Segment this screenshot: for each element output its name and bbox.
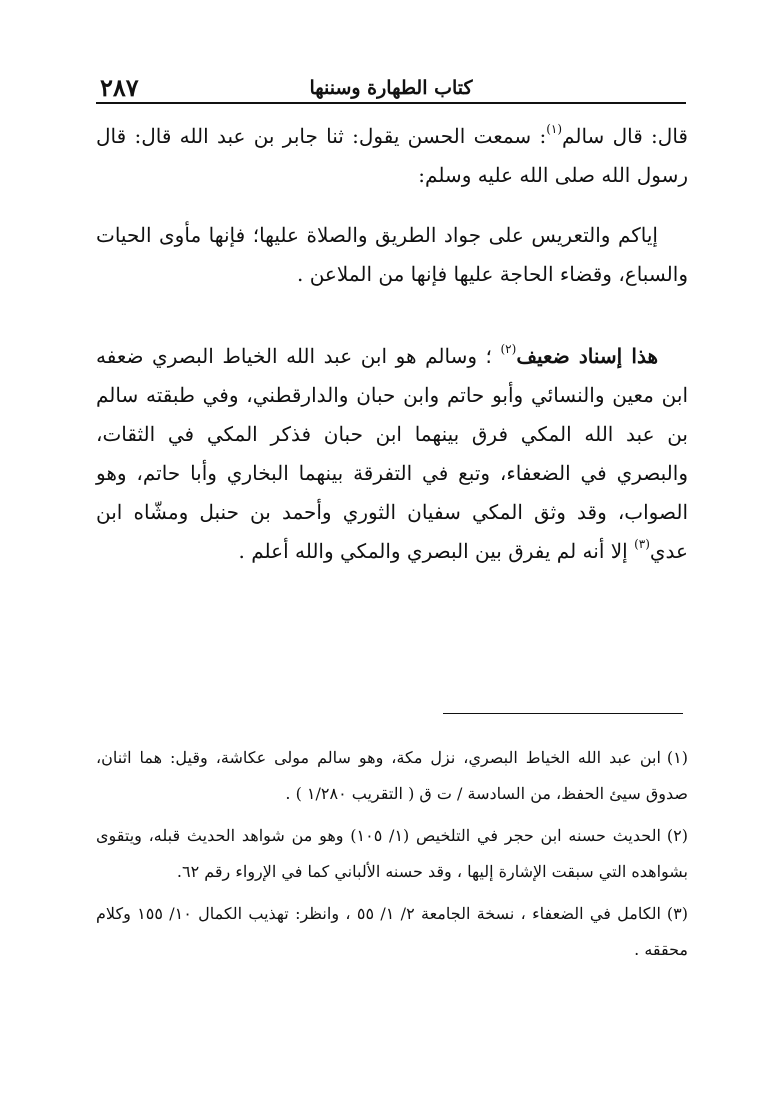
isnad-text-start: قال: قال سالم	[562, 124, 688, 148]
footnote-number: (٣)	[666, 904, 688, 923]
footnote-text: ابن عبد الله الخياط البصري، نزل مكة، وهو سالم مولى عكاشة، وقيل: هما اثنان، صدوق سيئ الحفظ، من السادسة / ت ق ( التقريب ١/٢٨٠ ) .	[96, 748, 688, 803]
footnote-ref-1: (١)	[546, 122, 563, 137]
page-header	[96, 74, 686, 104]
footnote-number: (١)	[666, 748, 688, 767]
footnote-3	[96, 896, 688, 968]
footnotes	[96, 740, 688, 974]
commentary-text-end: إلا أنه لم يفرق بين البصري والمكي والله أعلم .	[238, 539, 635, 563]
footnote-text: الكامل في الضعفاء ، نسخة الجامعة ٢/ ١/ ٥٥ ، وانظر: تهذيب الكمال ١٠/ ١٥٥ وكلام محققه .	[96, 904, 688, 959]
footnote-ref-3: (٣)	[634, 537, 650, 552]
paragraph-commentary	[96, 337, 688, 571]
grading-bold: هذا إسناد ضعيف	[516, 344, 658, 368]
footnote-text: الحديث حسنه ابن حجر في التلخيص (١/ ١٠٥) وهو من شواهد الحديث قبله، ويتقوى بشواهده التي سبقت الإشارة إليها ، وقد حسنه الألباني كما في الإرواء رقم ٦٢.	[96, 826, 688, 881]
page-number: ٢٨٧	[100, 73, 139, 102]
footnote-1	[96, 740, 688, 812]
commentary-text-start: ؛ وسالم هو ابن عبد الله الخياط البصري ضعفه ابن معين والنسائي وأبو حاتم وابن حبان والدارقطني، وفي طبقته سالم بن عبد الله المكي فرق بينهما ابن حبان فذكر المكي في الثقات، والبصري في الضعفاء، وتبع في التفرقة بينهما البخاري وأبا حاتم، وهو الصواب، وقد وثق المكي سفيان الثوري وأحمد بن حنبل ومشّاه ابن عدي	[96, 344, 689, 563]
footnote-separator	[443, 713, 683, 714]
footnote-number: (٢)	[666, 826, 688, 845]
footnote-2	[96, 818, 688, 890]
footnote-ref-2: (٢)	[500, 342, 517, 357]
paragraph-hadith	[96, 216, 688, 294]
running-title: كتاب الطهارة وسننها	[309, 77, 473, 99]
hadith-text: إياكم والتعريس على جواد الطريق والصلاة عليها؛ فإنها مأوى الحيات والسباع، وقضاء الحاجة عليها فإنها من الملاعن .	[96, 223, 688, 286]
isnad-text-end: : سمعت الحسن يقول: ثنا جابر بن عبد الله قال: قال رسول الله صلى الله عليه وسلم:	[96, 124, 688, 187]
paragraph-isnad	[96, 117, 688, 195]
